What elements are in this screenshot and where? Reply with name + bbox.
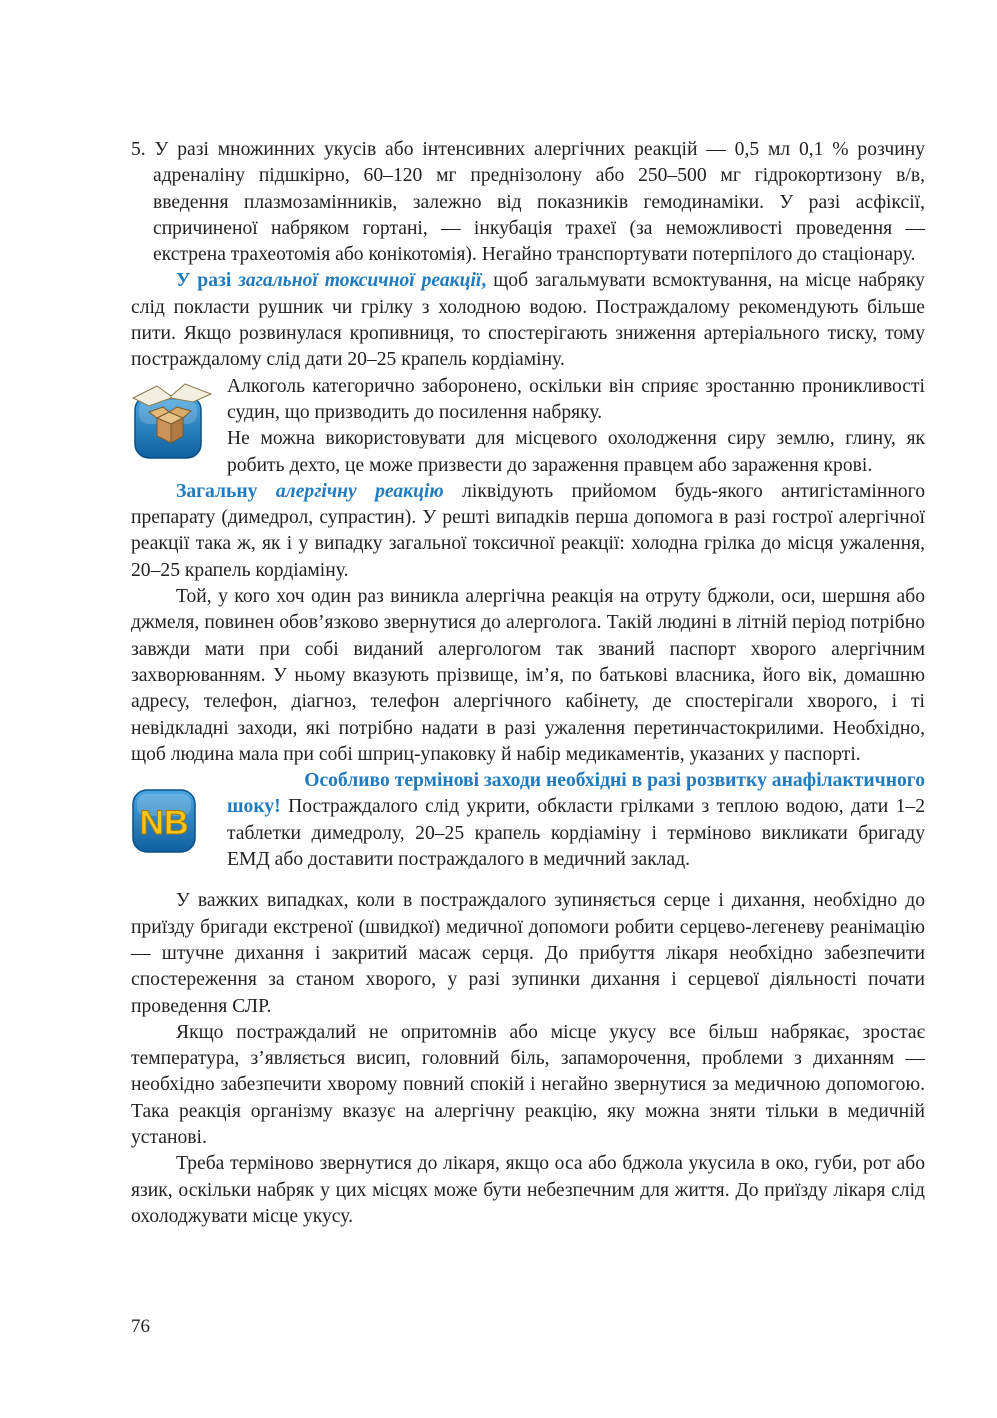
nb-paragraph: Особливо термінові заходи необхідні в разі розвитку анафілактичного шоку! Постраждалого слід укрити, обкласти грілками з теплою водою, дати 1–2 таблетки димедролу, 20–25 крапель кордіаміну і терміново викликати бригаду ЕМД або доставити постраждалого в медичний заклад. [227, 770, 925, 871]
spacer [131, 873, 925, 888]
nb-note [131, 768, 925, 873]
page-number: 76 [131, 1316, 150, 1337]
eye-bite-paragraph: Треба терміново звернутися до лікаря, якщо оса або бджола укусила в око, губи, рот або язик, оскільки набряк у цих місцях може бути небезпечним для життя. До приїзду лікаря слід охолоджувати місце укусу. [131, 1153, 925, 1227]
unconscious-paragraph: Якщо постраждалий не опритомнів або місце укусу все більш набрякає, зростає температура, з’являється висип, головний біль, запаморочення, проблеми з диханням — необхідно забезпечити хворому повний спокій і негайно звернутися за медичною допомогою. Така реакція організму вказує на алергічну реакцію, яку можна зняти тільки в медичній установі. [131, 1021, 925, 1148]
page-content [131, 137, 925, 1230]
cpr-paragraph: У важких випадках, коли в постраждалого зупиняється серце і дихання, необхідно до приїзду бригади екстреної (швидкої) медичної допомоги робити серцево-легеневу реанімацію — штучне дихання і закритий масаж серця. До прибуття лікаря необхідно забезпечити спостереження за станом хворого, у разі зупинки дихання і серцевої діяльності почати проведення СЛР. [131, 890, 925, 1017]
open-book-box-icon [131, 382, 213, 462]
allergy-passport-paragraph: Той, у кого хоч один раз виникла алергічна реакція на отруту бджоли, оси, шершня або джмеля, повинен обов’язково звернутися до алерголога. Такій людині в літній період потрібно завжди мати при собі виданий алергологом так званий паспорт хворого алергічним захворюванням. У ньому вказують прізвище, ім’я, по батькові власника, його вік, домашню адресу, телефон, діагноз, телефон алергічного кабінету, де спостерігали хворого, і ті невідкладні заходи, які потрібно надати в разі ужалення перетинчастокрилими. Необхідно, щоб людина мала при собі шприц-упаковку й набір медикаментів, указаних у паспорті. [131, 586, 925, 765]
nb-icon [131, 788, 197, 854]
cooling-warning: Не можна використовувати для місцевого охолодження сиру землю, глину, як робить дехто, це може призвести до зараження правцем або зараження крові. [227, 428, 925, 476]
nb-heading: Особливо термінові заходи необхідні в разі розвитку анафілактичного [304, 770, 925, 792]
allergic-reaction-paragraph: Загальну алергічну реакцію ліквідують прийомом будь-якого антигістамінного препарату (димедрол, супрастин). У решті випадків перша допомога в разі гострої алергічної реакції така ж, як і у випадку загальної токсичної реакції: холодна грілка до місця ужалення, 20–25 крапель кордіаміну. [131, 480, 925, 581]
list-item-5: 5. У разі множинних укусів або інтенсивних алергічних реакцій — 0,5 мл 0,1 % розчину адреналіну підшкірно, 60–120 мг преднізолону або 250–500 мг гідрокортизону в/в, введення плазмозамінників, залежно від показників гемодинаміки. У разі асфіксії, спричиненої набряком гортані, — інкубація трахеї (за неможливості проведення — екстрена трахеотомія або конікотомія). Негайно транспортувати потерпілого до стаціонару. [131, 139, 925, 266]
toxic-reaction-heading: У разі загальної токсичної реакції, [176, 270, 487, 292]
warning-note [131, 374, 925, 479]
alcohol-warning: Алкоголь категорично заборонено, оскільки він сприяє зростанню проникливості судин, що призводить до посилення набряку. [227, 375, 925, 423]
nb-heading-end: шоку! [227, 796, 281, 818]
toxic-reaction-paragraph: У разі загальної токсичної реакції, щоб загальмувати всмоктування, на місце набряку слід покласти рушник чи грілку з холодною водою. Постраждалому рекомендують більше пити. Якщо розвинулася кропивниця, то спостерігають зниження артеріального тиску, тому постраждалому слід дати 20–25 крапель кордіаміну. [131, 270, 925, 371]
allergic-reaction-heading: Загальну алергічну реакцію [176, 480, 444, 502]
svg-text:NB: NB [139, 804, 189, 843]
